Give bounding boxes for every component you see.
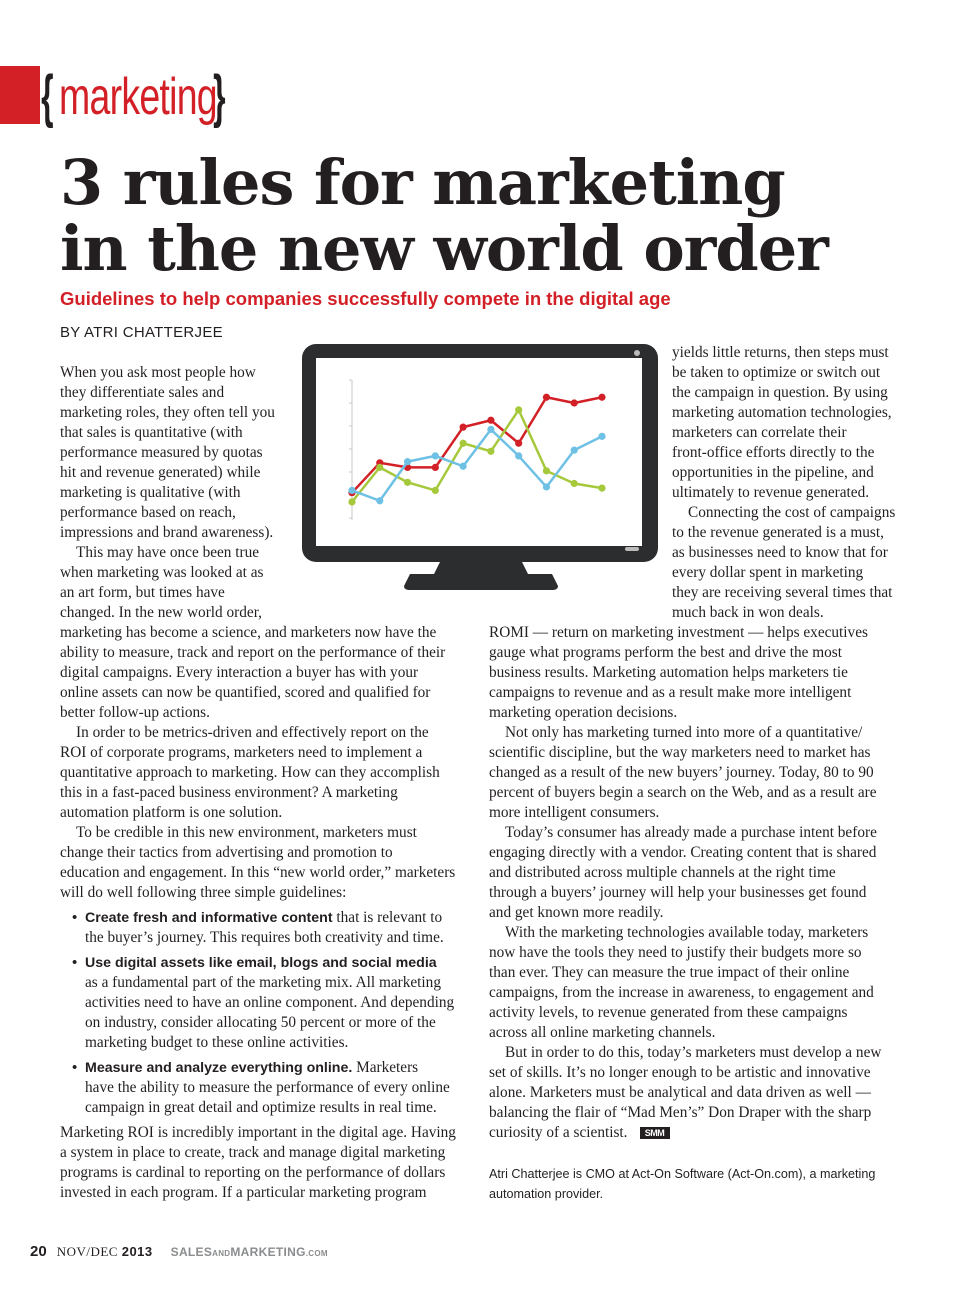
body-line: education and engagement. In this “new world order,” marketers: [60, 864, 456, 881]
issue-year: 2013: [121, 1244, 153, 1259]
body-line: opportunities in the pipeline, and: [672, 464, 874, 481]
issue-month: NOV/DEC: [56, 1244, 118, 1259]
body-line: activity levels, to revenue generated from these campaigns: [489, 1004, 848, 1021]
body-line: this in a fast-paced business environment? A marketing: [60, 784, 398, 801]
magazine-url: [171, 1245, 328, 1259]
chart-point: [598, 485, 605, 492]
mag-part: AND: [212, 1249, 231, 1258]
body-line: they differentiate sales and: [60, 384, 225, 401]
bullet-icon: •: [72, 954, 78, 971]
body-line: campaigns, from the increase in awareness, to engagement and: [489, 984, 874, 1001]
body-line: quantitative approach to marketing. How can they accomplish: [60, 764, 440, 781]
chart-point: [487, 448, 494, 455]
body-line: will do well following three simple guidelines:: [60, 884, 347, 901]
chart-point: [543, 394, 550, 401]
guideline-text: Marketers: [352, 1059, 419, 1076]
body-line: changed as a result of the new buyers’ journey. Today, 80 to 90: [489, 764, 874, 781]
guideline-list: [60, 908, 478, 1118]
kicker-close-brace: }: [212, 64, 226, 129]
guideline-line: as a fundamental part of the marketing mix. All marketing: [85, 974, 441, 991]
chart-point: [598, 433, 605, 440]
guideline-item: [60, 1058, 478, 1118]
body-line: Not only has marketing turned into more of a quantitative/: [505, 724, 863, 741]
body-line: when marketing was looked at as: [60, 564, 264, 581]
guideline-line: campaign in great detail and optimize results in real time.: [85, 1099, 437, 1116]
chart-point: [487, 426, 494, 433]
body-line: online assets can now be quantified, scored and qualified for: [60, 684, 431, 701]
body-line: Marketing ROI is incredibly important in the digital age. Having: [60, 1124, 456, 1141]
author-bio: [489, 1164, 909, 1204]
body-line: To be credible in this new environment, marketers must: [76, 824, 417, 841]
body-line: than ever. They can measure the true impact of their online: [489, 964, 850, 981]
chart-point: [487, 417, 494, 424]
body-line: marketers can correlate their: [672, 424, 847, 441]
chart-point: [571, 480, 578, 487]
guideline-first-line: [60, 953, 478, 973]
body-line: marketing is qualitative (with: [60, 484, 241, 501]
body-line: ultimately to revenue generated.: [672, 484, 870, 501]
body-line: gauge what programs perform the best and drive the most: [489, 644, 843, 661]
bullet-icon: •: [72, 1059, 78, 1076]
body-line: This may have once been true: [76, 544, 260, 561]
monitor-camera: [634, 350, 640, 356]
body-line: performance based on reach,: [60, 504, 236, 521]
body-line: through a buyers’ journey will help your businesses get found: [489, 884, 867, 901]
body-line: business results. Marketing automation helps marketers tie: [489, 664, 848, 681]
body-line: change their tactics from advertising and promotion to: [60, 844, 393, 861]
body-line: balancing the flair of “Mad Men’s” Don Draper with the sharp: [489, 1104, 872, 1121]
body-line: much back in won deals.: [672, 604, 824, 621]
chart-point: [515, 406, 522, 413]
guideline-line: have the ability to measure the performance of every online: [85, 1079, 450, 1096]
body-line: ability to measure, track and report on the performance of their: [60, 644, 446, 661]
body-line: impressions and brand awareness).: [60, 524, 274, 541]
chart-point: [543, 467, 550, 474]
body-line: better follow-up actions.: [60, 704, 210, 721]
guideline-item: [60, 908, 478, 948]
body-line: marketing has become a science, and marketers now have the: [60, 624, 437, 641]
body-line: Connecting the cost of campaigns: [688, 504, 896, 521]
body-line: now have the tools they need to justify their budgets more so: [489, 944, 862, 961]
body-line: every dollar spent in marketing: [672, 564, 864, 581]
end-mark-logo: SMM: [640, 1127, 670, 1139]
body-line: digital campaigns. Every interaction a buyer has with your: [60, 664, 419, 681]
body-line: With the marketing technologies available today, marketers: [505, 924, 869, 941]
monitor-power-button: [625, 547, 639, 551]
headline-line: 3 rules for marketing: [60, 146, 785, 219]
body-line: campaigns to revenue and as a result make more intelligent: [489, 684, 852, 701]
body-line: ROMI — return on marketing investment — helps executives: [489, 624, 868, 641]
body-line: across all online marketing channels.: [489, 1024, 716, 1041]
guideline-title: Measure and analyze everything online.: [85, 1060, 353, 1076]
guideline-line: activities need to have an online component. And depending: [85, 994, 455, 1011]
chart-point: [571, 447, 578, 454]
guideline-title: Use digital assets like email, blogs and social media: [85, 955, 437, 971]
body-line: But in order to do this, today’s marketers must develop a new: [505, 1044, 882, 1061]
column-1: [60, 363, 478, 1203]
author-line: Atri Chatterjee is CMO at Act-On Software (Act-On.com), a marketing: [489, 1167, 876, 1181]
column-2-top: [672, 343, 912, 623]
body-line: invested in each program. If a particular marketing program: [60, 1184, 427, 1201]
guideline-item: [60, 953, 478, 1053]
body-line: ROI of corporate programs, marketers need to implement a: [60, 744, 423, 761]
guideline-line: marketing budget to these online activities.: [85, 1034, 349, 1051]
body-line: Today’s consumer has already made a purchase intent before: [505, 824, 877, 841]
body-line: a system in place to create, track and manage digital marketing: [60, 1144, 446, 1161]
body-line: more intelligent consumers.: [489, 804, 660, 821]
body-line: and distributed across multiple channels at the right time: [489, 864, 836, 881]
page-footer: [30, 1243, 328, 1260]
body-line: marketing roles, they often tell you: [60, 404, 275, 421]
body-line: scientific discipline, but the way marketers need to market has: [489, 744, 871, 761]
body-line: alone. Marketers must be analytical and data driven as well —: [489, 1084, 871, 1101]
chart-point: [571, 399, 578, 406]
mag-part: .COM: [305, 1249, 328, 1258]
body-line: the campaign in question. By using: [672, 384, 888, 401]
guideline-line: the buyer’s journey. This requires both creativity and time.: [85, 929, 444, 946]
body-line: hit and revenue generated) while: [60, 464, 261, 481]
guideline-first-line: [60, 908, 478, 928]
issue-date: [57, 1244, 153, 1260]
body-line: as businesses need to know that for: [672, 544, 888, 561]
article-headline: [60, 146, 920, 285]
body-line: that sales is quantitative (with: [60, 424, 243, 441]
body-line: yields little returns, then steps must: [672, 344, 889, 361]
body-line: set of skills. It’s no longer enough to be artistic and innovative: [489, 1064, 871, 1081]
headline-line: in the new world order: [60, 212, 828, 285]
section-tab-accent: [0, 66, 40, 124]
body-line: an art form, but times have: [60, 584, 225, 601]
body-line: programs is cardinal to reporting on the performance of dollars: [60, 1164, 446, 1181]
chart-point: [598, 394, 605, 401]
body-line: marketing automation technologies,: [672, 404, 892, 421]
body-line: to the revenue generated is a must,: [672, 524, 884, 541]
body-line: performance measured by quotas: [60, 444, 263, 461]
body-line: front-office efforts directly to the: [672, 444, 875, 461]
page-number: 20: [30, 1243, 47, 1260]
column-2: [489, 623, 909, 1143]
body-line: marketing operation decisions.: [489, 704, 678, 721]
mag-part: MARKETING: [230, 1245, 306, 1259]
body-line: and get known more readily.: [489, 904, 664, 921]
body-line: be taken to optimize or switch out: [672, 364, 881, 381]
guideline-text: that is relevant to: [332, 909, 443, 926]
body-line: In order to be metrics-driven and effectively report on the: [76, 724, 429, 741]
body-line: percent of buyers begin a search on the Web, and as a result are: [489, 784, 877, 801]
author-line: automation provider.: [489, 1187, 604, 1201]
guideline-first-line: [60, 1058, 478, 1078]
guideline-title: Create fresh and informative content: [85, 910, 333, 926]
bullet-icon: •: [72, 909, 78, 926]
article-deck: Guidelines to help companies successfully compete in the digital age: [60, 288, 671, 309]
section-kicker: [36, 62, 230, 132]
body-line: When you ask most people how: [60, 364, 256, 381]
chart-point: [543, 483, 550, 490]
body-line: [489, 1123, 909, 1143]
body-line: changed. In the new world order,: [60, 604, 262, 621]
kicker-open-brace: {: [41, 64, 54, 129]
mag-part: SALES: [170, 1245, 213, 1259]
body-line: automation platform is one solution.: [60, 804, 283, 821]
body-line: they are receiving several times that: [672, 584, 893, 601]
kicker-label: marketing: [58, 68, 217, 126]
chart-point: [515, 440, 522, 447]
body-line: engaging directly with a vendor. Creating content that is shared: [489, 844, 877, 861]
guideline-line: on industry, consider allocating 50 percent or more of the: [85, 1014, 436, 1031]
chart-point: [515, 452, 522, 459]
article-byline: BY ATRI CHATTERJEE: [60, 324, 223, 341]
body-line-text: curiosity of a scientist.: [489, 1124, 628, 1141]
